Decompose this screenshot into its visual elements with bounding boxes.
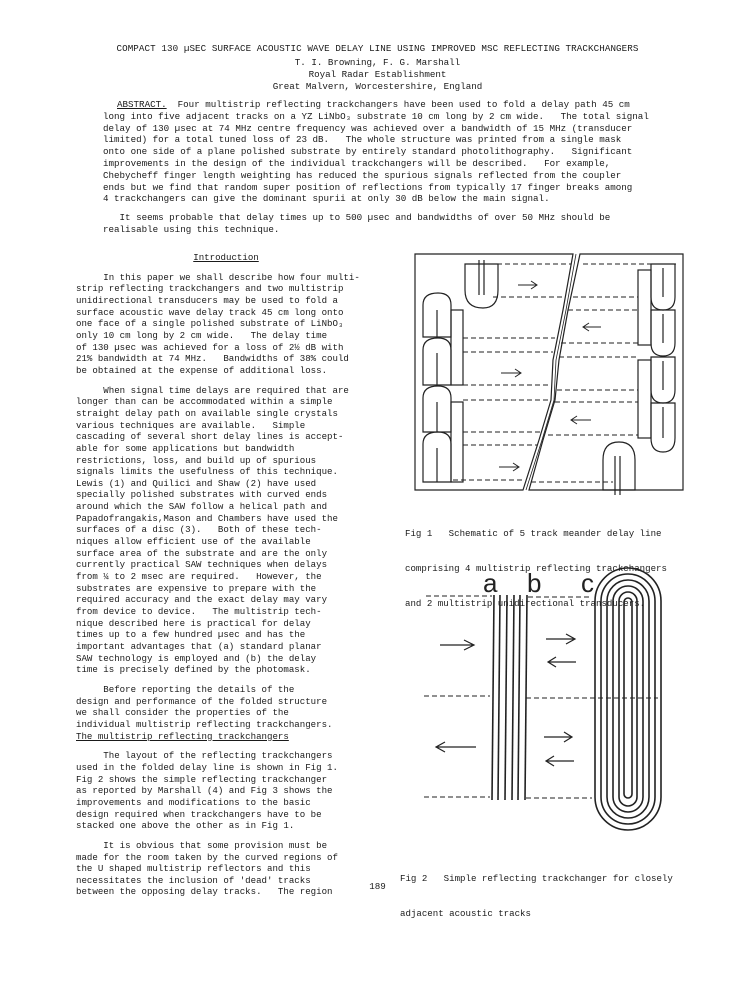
body-line: able for some applications but bandwidth [76, 442, 295, 454]
figure-1-meander-delay-line [413, 250, 688, 500]
body-line: made for the room taken by the curved regions of [76, 851, 338, 863]
caption-line: adjacent acoustic tracks [400, 907, 531, 919]
abstract-line: onto one side of a plane polished substrate by entirely standard photolithography. Significant [103, 146, 633, 158]
label-a: a [483, 568, 498, 598]
body-line: stacked one above the other as in Fig 1. [76, 820, 295, 832]
left-column [76, 252, 376, 898]
body-line: Lewis (1) and Quilici and Shaw (2) have used [76, 477, 317, 489]
figure-2-reflecting-trackchanger [420, 565, 685, 835]
section-heading-introduction: Introduction [193, 252, 259, 263]
caption-line: Fig 1 Schematic of 5 track meander delay line [405, 528, 662, 540]
body-line: used in the folded delay line is shown in Fig 1. [76, 761, 338, 773]
body-line: of 130 µsec was achieved for a loss of 2½ dB with [76, 341, 344, 353]
location: Great Malvern, Worcestershire, England [272, 81, 483, 92]
body-line: required accuracy and the exact delay may vary [76, 594, 328, 606]
label-c: c [581, 568, 594, 598]
body-line: we shall consider the properties of the [76, 707, 289, 719]
abstract-line: Chebycheff finger length weighting has reduced the spurious signals reflected from the coupler [103, 169, 622, 181]
body-line: one face of a single polished substrate of LiNbO₃ [76, 318, 344, 330]
body-line: Fig 2 shows the simple reflecting trackchanger [76, 773, 328, 785]
body-line: necessitates the inclusion of 'dead' tracks [76, 874, 311, 886]
authors: T. I. Browning, F. G. Marshall [294, 57, 461, 68]
abstract-line: long into five adjacent tracks on a YZ LiNbO₃ substrate 10 cm long by 2 cm wide. The total signal [103, 110, 649, 122]
page-number: 189 [369, 881, 386, 892]
body-line: from device to device. The multistrip tech- [76, 606, 322, 618]
abstract-line: It seems probable that delay times up to 500 µsec and bandwidths of over 50 MHz should be [103, 212, 611, 224]
body-line: improvements and modifications to the basic [76, 796, 311, 808]
body-line: specially polished substrates with curved ends [76, 489, 328, 501]
body-line: unidirectional transducers may be used to fold a [76, 294, 338, 306]
body-line: design and performance of the folded structure [76, 695, 328, 707]
abstract-label: ABSTRACT. [117, 99, 167, 110]
abstract-line: ends but we find that random super position of reflections from typically 17 finger breaks among [103, 181, 633, 193]
body-line: the U shaped multistrip reflectors and this [76, 863, 311, 875]
body-line: design required when trackchangers have to be [76, 808, 322, 820]
body-line: surfaces of a disc (3). Both of these tech- [76, 524, 322, 536]
body-line: important advantages that (a) standard planar [76, 641, 322, 652]
abstract-line: delay of 130 µsec at 74 MHz centre frequency was achieved over a bandwidth of 15 MHz (transducer [103, 122, 633, 134]
body-line: surface area of the substrate and are the only [76, 547, 328, 559]
body-line: niques allow efficient use of the available [76, 536, 311, 548]
body-line: In this paper we shall describe how four multi- [76, 271, 360, 283]
body-line: When signal time delays are required that are [76, 384, 349, 396]
body-line: signals limits the usefulness of this technique. [76, 466, 338, 478]
body-line: The layout of the reflecting trackchangers [76, 750, 333, 762]
body-line: Papadofrangakis,Mason and Chambers have used the [76, 512, 338, 524]
affiliation: Royal Radar Establishment [308, 69, 447, 80]
caption-line: Fig 2 Simple reflecting trackchanger for closely [400, 873, 673, 885]
body-line: SAW technology is employed and (b) the delay [76, 652, 317, 664]
section-heading-trackchangers: The multistrip reflecting trackchangers [76, 730, 289, 742]
body-line: surface acoustic wave delay track 45 cm long onto [76, 306, 344, 318]
abstract-line: limited) for a total tuned loss of 23 dB. The whole structure was printed from a single mask [103, 134, 622, 146]
body-line: substrates are expensive to prepare with the [76, 582, 317, 594]
body-line: as reported by Marshall (4) and Fig 3 shows the [76, 785, 333, 797]
abstract-line: improvements in the design of the individual trackchangers will be described. For example, [103, 157, 611, 169]
body-line: restrictions, loss, and build up of spurious [76, 454, 317, 466]
body-line: currently practical SAW techniques when delays [76, 559, 328, 571]
body-line: longer than can be accommodated within a simple [76, 396, 333, 408]
body-line: from ¼ to 2 msec are required. However, the [76, 571, 322, 583]
paper-title: COMPACT 130 µSEC SURFACE ACOUSTIC WAVE DELAY LINE USING IMPROVED MSC REFLECTING TRACKCHANGERS [116, 43, 639, 54]
body-line: cascading of several short delay lines is accept- [76, 431, 344, 443]
caption-line: comprising 4 multistrip reflecting trackchangers [405, 562, 667, 574]
body-line: be obtained at the expense of additional loss. [76, 364, 328, 376]
body-line: time is precisely defined by the photomask. [76, 664, 311, 676]
abstract-line: 4 trackchangers can give the dominant spurii at only 30 dB below the main signal. [103, 193, 550, 205]
body-line: strip reflecting trackchangers and two multistrip [76, 283, 344, 295]
body-line: nique described here is practical for delay [76, 617, 311, 629]
body-line: Before reporting the details of the [76, 683, 295, 695]
body-line: around which the SAW follow a helical path and [76, 501, 328, 513]
label-b: b [527, 568, 542, 598]
abstract [103, 99, 663, 236]
abstract-line: realisable using this technique. [103, 223, 280, 235]
body-line: It is obvious that some provision must be [76, 839, 328, 851]
body-line: individual multistrip reflecting trackchangers. [76, 718, 333, 730]
body-line: various techniques are available. Simple [76, 419, 306, 431]
body-line: straight delay path on available single crystals [76, 407, 338, 419]
abstract-line: Four multistrip reflecting trackchangers have been used to fold a delay path 45 cm [177, 99, 630, 110]
body-line: between the opposing delay tracks. The region [76, 886, 333, 898]
caption-line: and 2 multistrip unidirectional transducers. [405, 597, 646, 609]
body-line: only 10 cm long by 2 cm wide. The delay time [76, 329, 328, 341]
body-line: times up to a few hundred µsec and has the [76, 629, 306, 641]
body-line: 21% bandwidth at 74 MHz. Bandwidths of 38% could [76, 353, 349, 365]
